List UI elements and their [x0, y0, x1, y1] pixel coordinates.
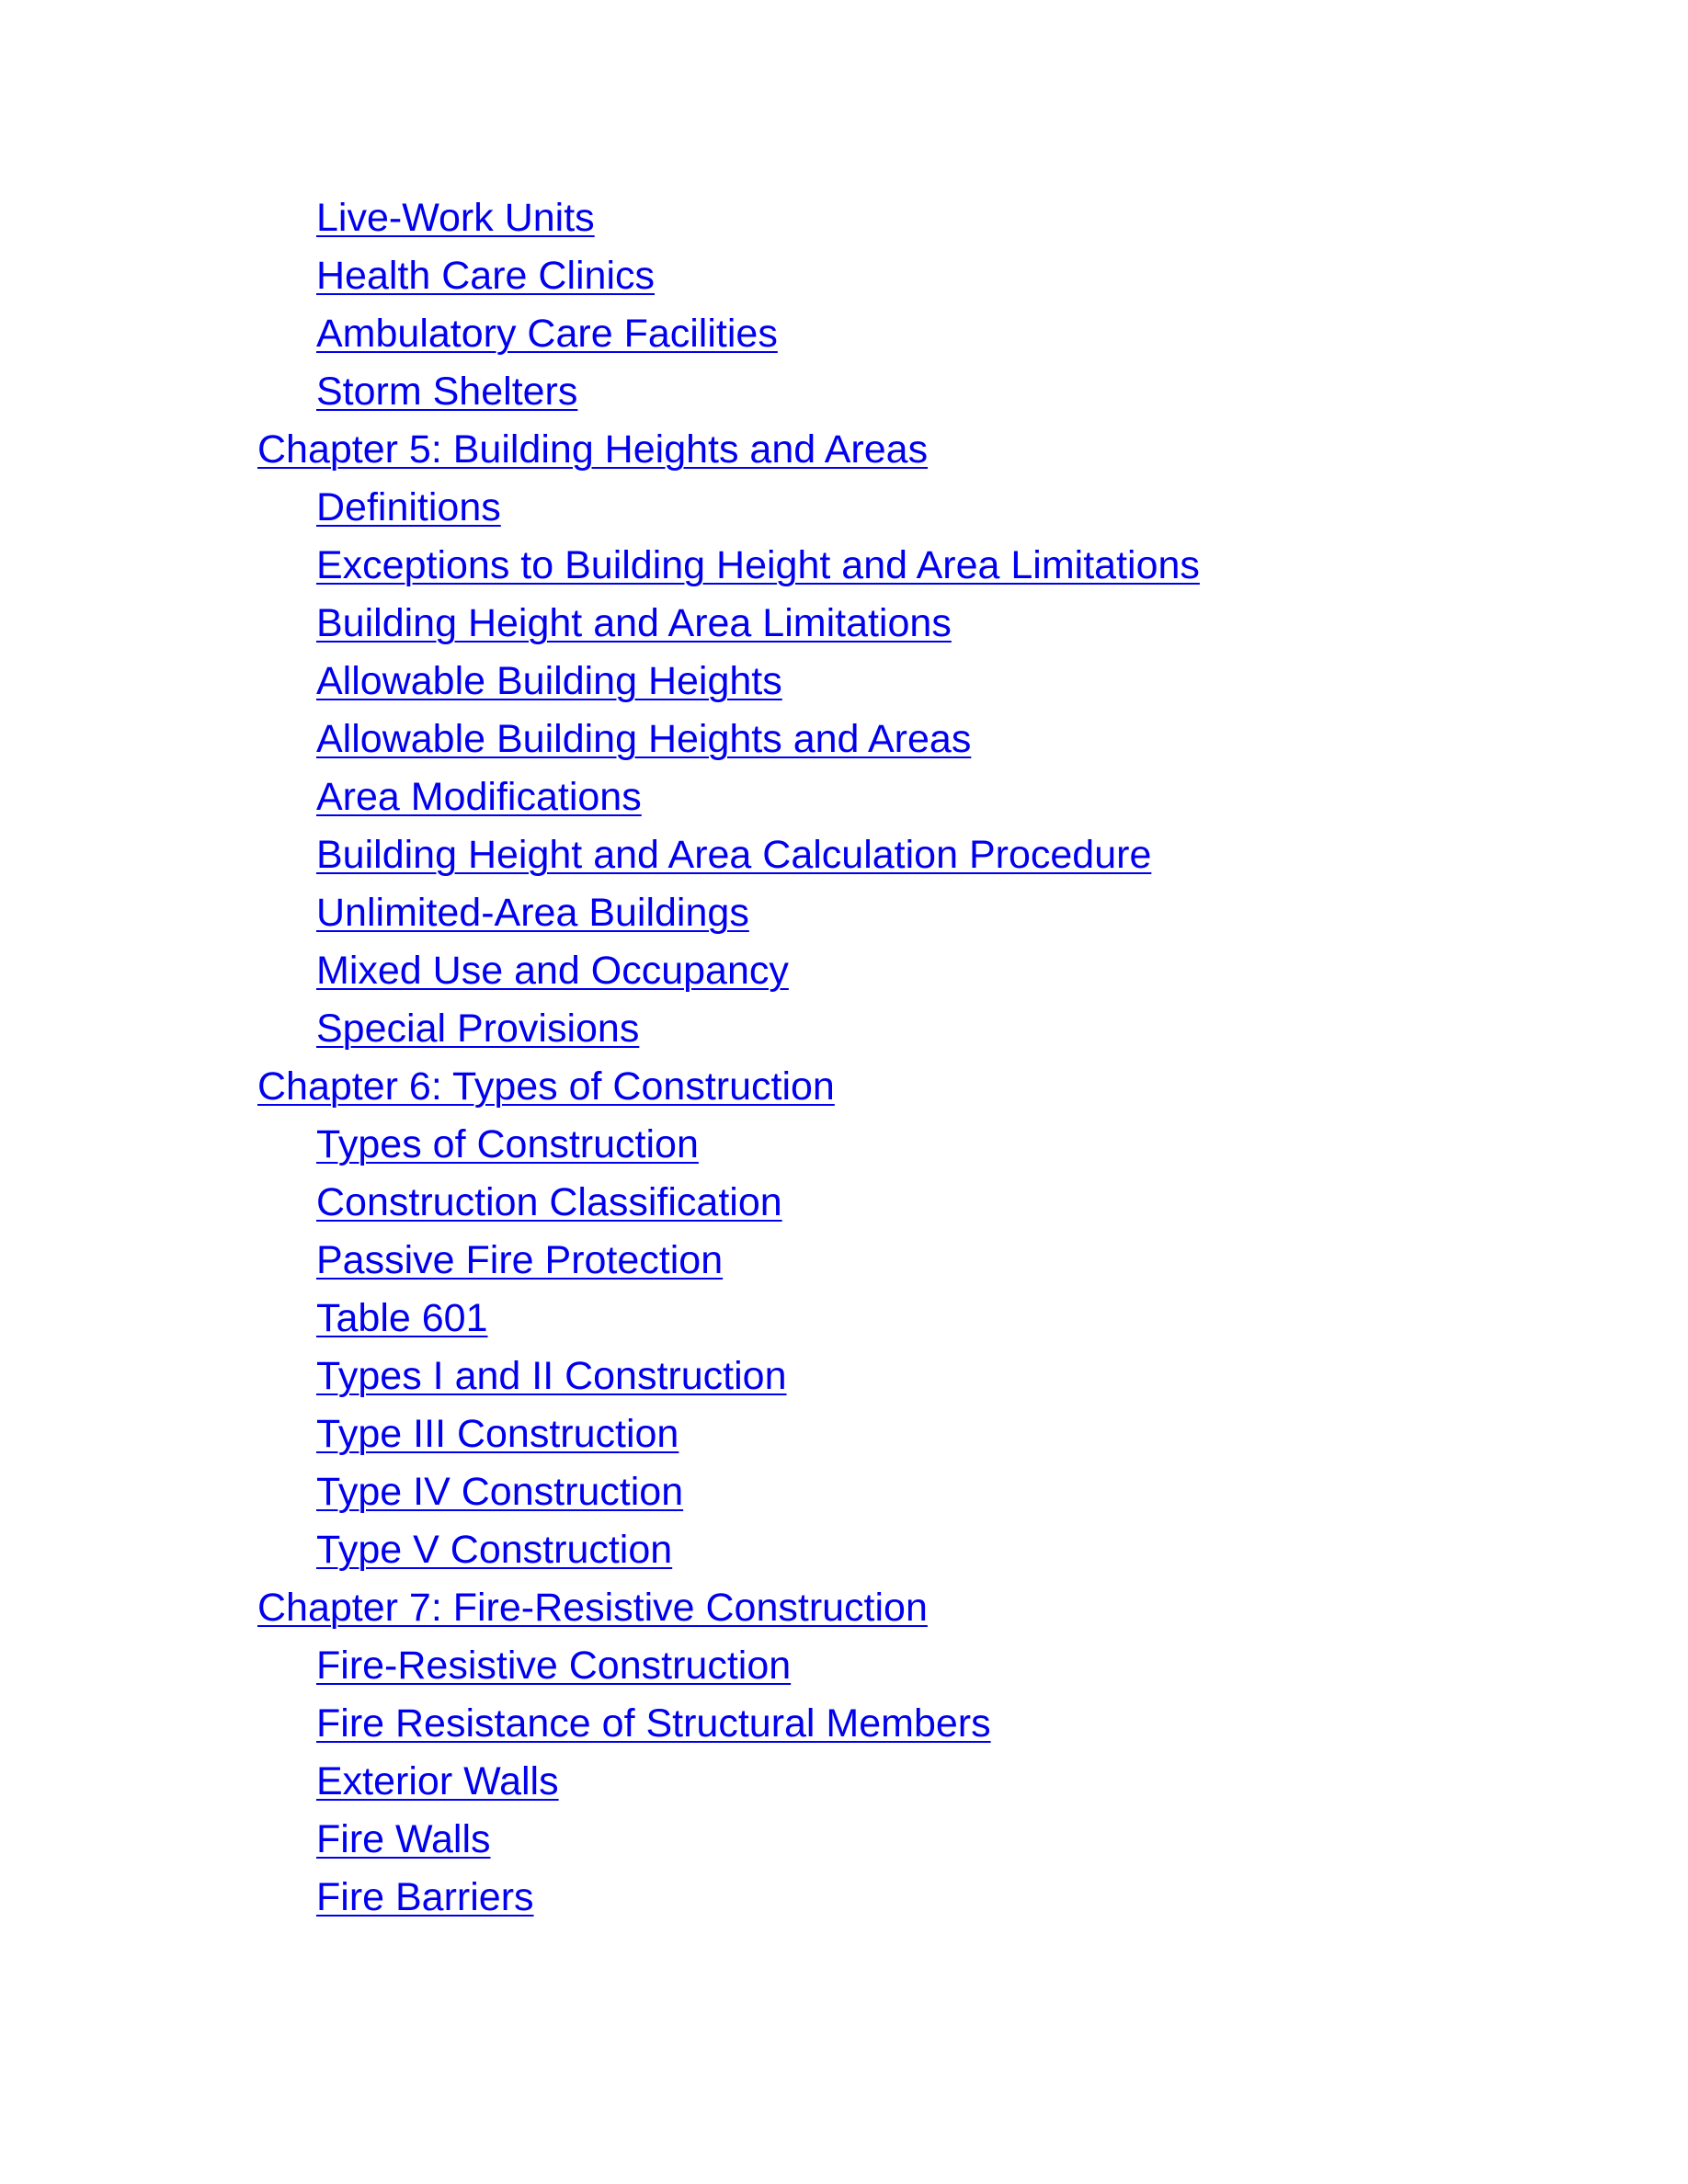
toc-section-link[interactable]: Unlimited-Area Buildings: [316, 891, 749, 935]
toc-section-item: [257, 884, 1200, 942]
toc-chapter-link[interactable]: Chapter 7: Fire-Resistive Construction: [257, 1586, 928, 1630]
toc-section-link[interactable]: Fire-Resistive Construction: [316, 1644, 792, 1688]
toc-section-item: [257, 1290, 1200, 1348]
toc-section-item: [257, 247, 1200, 305]
toc-section-link[interactable]: Health Care Clinics: [316, 254, 656, 298]
toc-chapter-link[interactable]: Chapter 5: Building Heights and Areas: [257, 427, 929, 472]
toc-section-item: [257, 1695, 1200, 1753]
toc-section-item: [257, 363, 1200, 421]
toc-section-item: [257, 1174, 1200, 1232]
toc-section-link[interactable]: Table 601: [316, 1296, 488, 1340]
toc-section-item: [257, 1405, 1200, 1463]
table-of-contents: [257, 189, 1200, 1927]
toc-section-item: [257, 1753, 1200, 1811]
toc-section-item: [257, 942, 1200, 1000]
toc-section-item: [257, 1463, 1200, 1521]
toc-section-link[interactable]: Building Height and Area Limitations: [316, 601, 952, 645]
toc-section-link[interactable]: Types of Construction: [316, 1122, 699, 1166]
toc-chapter-link[interactable]: Chapter 6: Types of Construction: [257, 1064, 835, 1109]
toc-section-link[interactable]: Definitions: [316, 485, 501, 529]
toc-section-item: [257, 537, 1200, 595]
toc-section-item: [257, 1000, 1200, 1058]
toc-section-item: [257, 1811, 1200, 1869]
toc-section-link[interactable]: Types I and II Construction: [316, 1354, 787, 1398]
toc-section-link[interactable]: Area Modifications: [316, 775, 642, 819]
toc-section-link[interactable]: Storm Shelters: [316, 370, 578, 414]
toc-section-item: [257, 653, 1200, 711]
toc-section-link[interactable]: Building Height and Area Calculation Procedure: [316, 833, 1152, 877]
toc-section-link[interactable]: Passive Fire Protection: [316, 1238, 724, 1282]
toc-section-item: [257, 826, 1200, 884]
toc-section-item: [257, 595, 1200, 653]
toc-section-link[interactable]: Type IV Construction: [316, 1470, 684, 1514]
toc-section-item: [257, 305, 1200, 363]
toc-section-item: [257, 1869, 1200, 1927]
toc-section-link[interactable]: Live-Work Units: [316, 196, 595, 240]
toc-section-link[interactable]: Exceptions to Building Height and Area Limitations: [316, 543, 1200, 587]
toc-section-link[interactable]: Ambulatory Care Facilities: [316, 312, 778, 356]
toc-chapter-item: [257, 421, 1200, 479]
toc-section-link[interactable]: Special Provisions: [316, 1007, 640, 1051]
toc-section-link[interactable]: Allowable Building Heights and Areas: [316, 717, 972, 761]
toc-chapter-item: [257, 1579, 1200, 1637]
toc-chapter-item: [257, 1058, 1200, 1116]
toc-section-link[interactable]: Allowable Building Heights: [316, 659, 782, 703]
toc-section-link[interactable]: Construction Classification: [316, 1180, 782, 1224]
toc-section-link[interactable]: Type III Construction: [316, 1412, 679, 1456]
toc-section-item: [257, 1232, 1200, 1290]
toc-section-item: [257, 768, 1200, 826]
toc-section-item: [257, 1348, 1200, 1405]
toc-section-item: [257, 711, 1200, 768]
toc-section-link[interactable]: Type V Construction: [316, 1528, 673, 1572]
toc-section-link[interactable]: Fire Resistance of Structural Members: [316, 1701, 991, 1746]
toc-section-link[interactable]: Exterior Walls: [316, 1759, 559, 1803]
toc-section-item: [257, 1521, 1200, 1579]
toc-section-item: [257, 1116, 1200, 1174]
toc-section-link[interactable]: Mixed Use and Occupancy: [316, 949, 789, 993]
toc-section-link[interactable]: Fire Barriers: [316, 1875, 534, 1919]
toc-section-item: [257, 479, 1200, 537]
toc-section-link[interactable]: Fire Walls: [316, 1817, 491, 1861]
toc-section-item: [257, 1637, 1200, 1695]
toc-section-item: [257, 189, 1200, 247]
